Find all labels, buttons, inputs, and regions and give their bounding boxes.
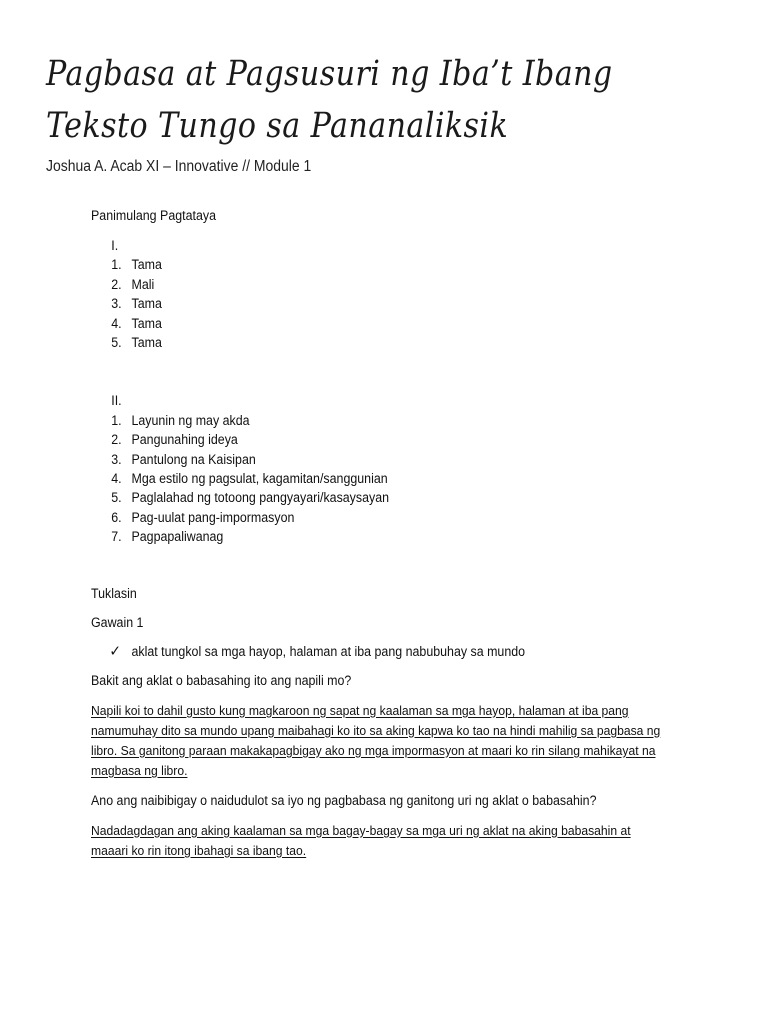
list-item	[91, 450, 634, 469]
checkmark-icon: ✓	[109, 642, 121, 660]
list-text: Mali	[131, 276, 155, 292]
list-number: 3.	[111, 296, 122, 312]
author-subtitle: Joshua A. Acab XI – Innovative // Module 1	[46, 158, 312, 175]
list-number: 2.	[111, 432, 122, 448]
list-item	[91, 527, 634, 546]
question-1: Bakit ang aklat o babasahing ito ang napili mo?	[91, 672, 352, 688]
gawain-heading: Gawain 1	[91, 614, 144, 630]
list-number: 5.	[111, 490, 122, 506]
part1-label: I.	[111, 238, 119, 253]
answer-1-line: magbasa ng libro.	[91, 762, 188, 778]
tuklasin-heading: Tuklasin	[91, 585, 137, 601]
answer-1-line: namumuhay dito sa mundo upang maibahagi ko ito sa aking kapwa ko tao na hindi mahilig sa pagbasa ng	[91, 722, 661, 738]
list-item	[91, 314, 634, 333]
part2-list	[91, 411, 634, 547]
list-item	[91, 275, 634, 294]
list-number: 5.	[111, 335, 122, 351]
list-item	[91, 294, 634, 313]
answer-1-line: Napili koi to dahil gusto kung magkaroon ng sapat ng kaalaman sa mga hayop, halaman at iba pang	[91, 702, 629, 718]
question-2: Ano ang naibibigay o naidudulot sa iyo ng pagbabasa ng ganitong uri ng aklat o babasahin?	[91, 792, 597, 808]
list-text: Pangunahing ideya	[131, 432, 238, 448]
document-body	[91, 206, 681, 861]
list-number: 1.	[111, 257, 122, 273]
document-title-line1: Pagbasa at Pagsusuri ng Iba’t Ibang	[46, 54, 613, 94]
answer-2-line: maaari ko rin itong ibahagi sa ibang tao.	[91, 842, 307, 858]
list-text: Pantulong na Kaisipan	[131, 451, 256, 467]
part1-list	[91, 255, 634, 352]
list-text: Tama	[131, 257, 162, 273]
checked-item-text: aklat tungkol sa mga hayop, halaman at iba pang nabubuhay sa mundo	[131, 643, 526, 659]
answer-1	[91, 701, 661, 781]
list-item	[91, 508, 634, 527]
part2-label: II.	[111, 393, 122, 409]
list-number: 1.	[111, 412, 122, 428]
list-text: Tama	[131, 335, 162, 351]
list-text: Pag-uulat pang-impormasyon	[131, 509, 295, 525]
answer-1-line: libro. Sa ganitong paraan makakapagbigay ako ng mga impormasyon at maari ko rin silang mahikayat na	[91, 742, 656, 758]
list-item	[91, 255, 634, 274]
answer-2	[91, 821, 634, 861]
answer-2-line: Nadadagdagan ang aking kaalaman sa mga bagay-bagay sa mga uri ng aklat na aking babasahin at	[91, 822, 631, 838]
panimula-heading: Panimulang Pagtataya	[91, 208, 216, 223]
checked-item	[91, 642, 634, 661]
document-title-line2: Teksto Tungo sa Pananaliksik	[46, 106, 509, 146]
list-number: 4.	[111, 471, 122, 487]
list-item	[91, 430, 634, 449]
list-item	[91, 411, 634, 430]
list-text: Tama	[131, 296, 162, 312]
list-text: Mga estilo ng pagsulat, kagamitan/sanggunian	[131, 471, 388, 487]
list-number: 2.	[111, 276, 122, 292]
list-number: 7.	[111, 529, 122, 545]
list-item	[91, 488, 634, 507]
list-text: Pagpapaliwanag	[131, 529, 224, 545]
list-item	[91, 469, 634, 488]
list-text: Paglalahad ng totoong pangyayari/kasaysayan	[131, 490, 390, 506]
panimula-section	[91, 206, 661, 861]
list-item	[91, 333, 634, 352]
list-text: Tama	[131, 315, 162, 331]
list-number: 6.	[111, 509, 122, 525]
list-number: 3.	[111, 451, 122, 467]
list-number: 4.	[111, 315, 122, 331]
list-text: Layunin ng may akda	[131, 412, 250, 428]
